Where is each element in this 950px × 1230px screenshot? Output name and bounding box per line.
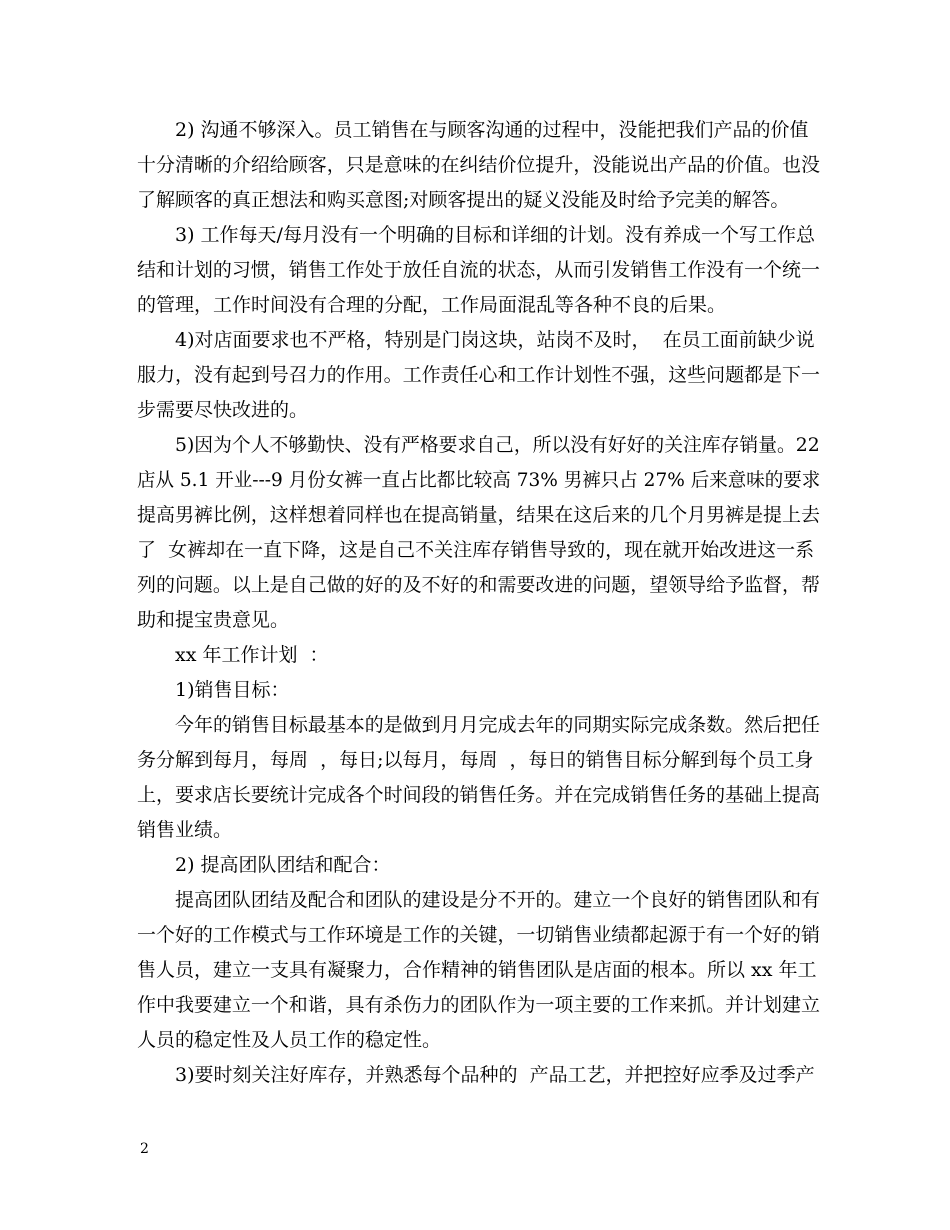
text-line: 人员的稳定性及人员工作的稳定性。 [137,1029,442,1051]
text-line: 助和提宝贵意见。 [137,609,290,631]
text-line: 店从 5.1 开业---9 月份女裤一直占比都比较高 73% 男裤只占 27% 后来意味的要求 [137,469,821,491]
text-line: 十分清晰的介绍给顾客，只是意味的在纠结价位提升，没能说出产品的价值。也没 [137,154,820,176]
text-line: 3) 工作每天/每月没有一个明确的目标和详细的计划。没有养成一个写工作总 [175,224,815,246]
text-line: 3)要时刻关注好库存，并熟悉每个品种的 产品工艺，并把控好应季及过季产 [175,1064,815,1086]
text-line: 服力，没有起到号召力的作用。工作责任心和工作计划性不强，这些问题都是下一 [137,364,820,386]
page-number: 2 [140,1141,149,1157]
text-line: 作中我要建立一个和谐，具有杀伤力的团队作为一项主要的工作来抓。并计划建立 [137,994,820,1016]
text-line: 4)对店面要求也不严格，特别是门岗这块，站岗不及时， 在员工面前缺少说 [175,329,815,351]
text-line: 今年的销售目标最基本的是做到月月完成去年的同期实际完成条数。然后把任 [175,714,821,736]
text-line: 步需要尽快改进的。 [137,399,309,421]
subsection-heading: 1)销售目标： [175,679,290,701]
text-line: 上，要求店长要统计完成各个时间段的销售任务。并在完成销售任务的基础上提高 [137,784,820,806]
text-line: 务分解到每月，每周 ，每日;以每月，每周 ，每日的销售目标分解到每个员工身 [137,749,814,771]
text-line: 列的问题。以上是自己做的好的及不好的和需要改进的问题，望领导给予监督，帮 [137,574,820,596]
text-line: 了解顾客的真正想法和购买意图;对顾客提出的疑义没能及时给予完美的解答。 [137,189,790,211]
text-line: 一个好的工作模式与工作环境是工作的关键，一切销售业绩都起源于有一个好的销 [137,924,820,946]
subsection-heading: 2) 提高团队团结和配合： [175,854,391,876]
text-line: 售人员，建立一支具有凝聚力，合作精神的销售团队是店面的根本。所以 xx 年工 [137,959,817,981]
text-line: 提高团队团结及配合和团队的建设是分不开的。建立一个良好的销售团队和有 [175,889,821,911]
text-line: 销售业绩。 [137,819,233,841]
text-line: 2) 沟通不够深入。员工销售在与顾客沟通的过程中，没能把我们产品的价值 [175,119,809,141]
text-line: 提高男裤比例，这样想着同样也在提高销量，结果在这后来的几个月男裤是提上去 [137,504,820,526]
section-heading: xx 年工作计划 ： [175,644,329,666]
text-line: 5)因为个人不够勤快、没有严格要求自己，所以没有好好的关注库存销量。22 [175,434,820,456]
text-line: 结和计划的习惯，销售工作处于放任自流的状态，从而引发销售工作没有一个统一 [137,259,820,281]
text-line: 了 女裤却在一直下降，这是自己不关注库存销售导致的，现在就开始改进这一系 [137,539,815,561]
text-line: 的管理，工作时间没有合理的分配，工作局面混乱等各种不良的后果。 [137,294,727,316]
